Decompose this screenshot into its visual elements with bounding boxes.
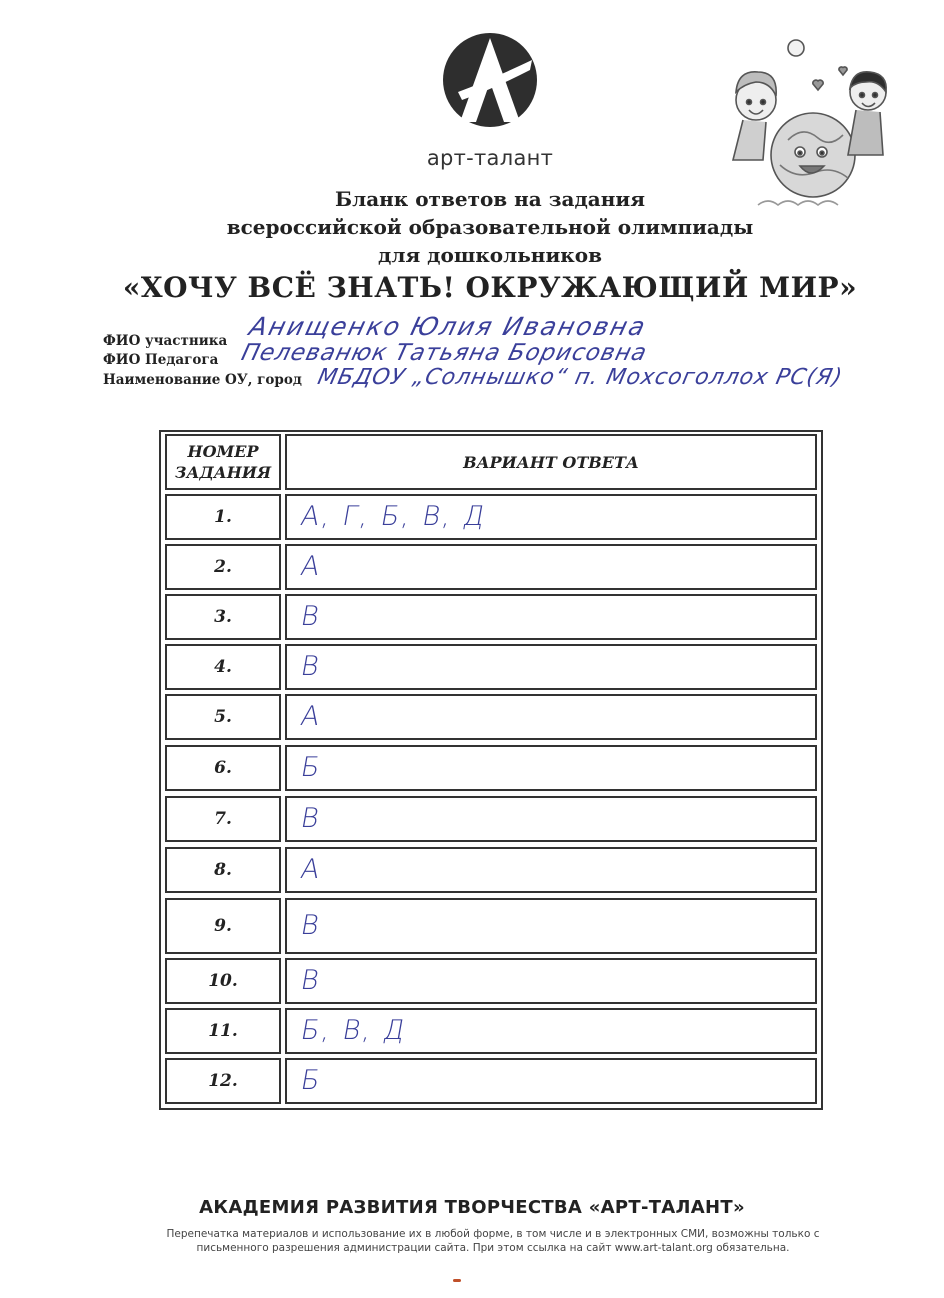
copyright-note-line-2: письменного разрешения администрации сайта. При этом ссылка на сайт www.art-talant.org обязательна. [196,1242,790,1254]
table-row [165,644,817,690]
scan-mark [453,1279,461,1282]
logo-brand-text: арт-талант [426,146,554,170]
teacher-label: ФИО Педагога [103,352,219,368]
handwritten-answer: В [298,650,324,682]
answer-cell [285,694,817,740]
header-number-cell [165,434,281,490]
header-number-line-2: ЗАДАНИЯ [174,463,272,482]
answer-cell [285,1008,817,1054]
answer-cell [285,847,817,893]
participant-label: ФИО участника [103,333,228,349]
school-label: Наименование ОУ, город [103,372,302,388]
handwritten-answer: В [298,600,324,632]
copyright-note-line-1: Перепечатка материалов и использование их в любой форме, в том числе и в электронных СМИ, возможны только с [166,1228,820,1240]
teacher-name-handwritten: Пелеванюк Татьяна Борисовна [238,340,650,366]
answer-cell [285,745,817,791]
table-row [165,958,817,1004]
task-number: 7. [165,796,281,842]
task-number: 1. [165,494,281,540]
art-talant-logo-icon [440,30,540,130]
answer-cell [285,898,817,954]
answer-cell [285,644,817,690]
table-row [165,796,817,842]
task-number: 9. [165,898,281,954]
table-row [165,847,817,893]
table-row [165,594,817,640]
answer-cell [285,594,817,640]
table-row [165,1058,817,1104]
task-number: 5. [165,694,281,740]
task-number: 11. [165,1008,281,1054]
answer-cell [285,494,817,540]
answer-cell [285,958,817,1004]
participant-name-handwritten: Анищенко Юлия Ивановна [246,312,650,341]
header-line-1: Бланк ответов на задания [335,187,645,211]
header-answer-cell: ВАРИАНТ ОТВЕТА [285,434,817,490]
task-number: 3. [165,594,281,640]
academy-title: АКАДЕМИЯ РАЗВИТИЯ ТВОРЧЕСТВА «АРТ-ТАЛАНТ» [199,1197,745,1218]
handwritten-answer: В [298,964,324,996]
handwritten-answer: В [298,909,324,941]
task-number: 12. [165,1058,281,1104]
handwritten-answer: А [298,700,325,732]
handwritten-answer: Б [298,1064,325,1096]
handwritten-answer: А, Г, Б, В, Д [298,500,490,532]
handwritten-answer: А [298,853,325,885]
header-line-2: всероссийской образовательной олимпиады [226,215,754,239]
answer-cell [285,796,817,842]
table-header-row [165,434,817,490]
answer-cell [285,1058,817,1104]
handwritten-answer: А [298,550,325,582]
header-line-3: для дошкольников [378,243,602,267]
task-number: 6. [165,745,281,791]
task-number: 4. [165,644,281,690]
task-number: 10. [165,958,281,1004]
handwritten-answer: Б, В, Д [298,1014,410,1046]
handwritten-answer: Б [298,751,325,783]
table-row [165,494,817,540]
table-row [165,745,817,791]
header-number-line-1: НОМЕР [187,442,259,461]
table-row [165,544,817,590]
task-number: 2. [165,544,281,590]
answer-table [159,430,823,1110]
handwritten-answer: В [298,802,324,834]
olympiad-title: «ХОЧУ ВСЁ ЗНАТЬ! ОКРУЖАЮЩИЙ МИР» [122,271,858,304]
task-number: 8. [165,847,281,893]
table-row [165,1008,817,1054]
table-row [165,694,817,740]
answer-cell [285,544,817,590]
table-row [165,898,817,954]
school-name-handwritten: МБДОУ „Солнышко“ п. Мохсоголлох РС(Я) [315,365,846,390]
